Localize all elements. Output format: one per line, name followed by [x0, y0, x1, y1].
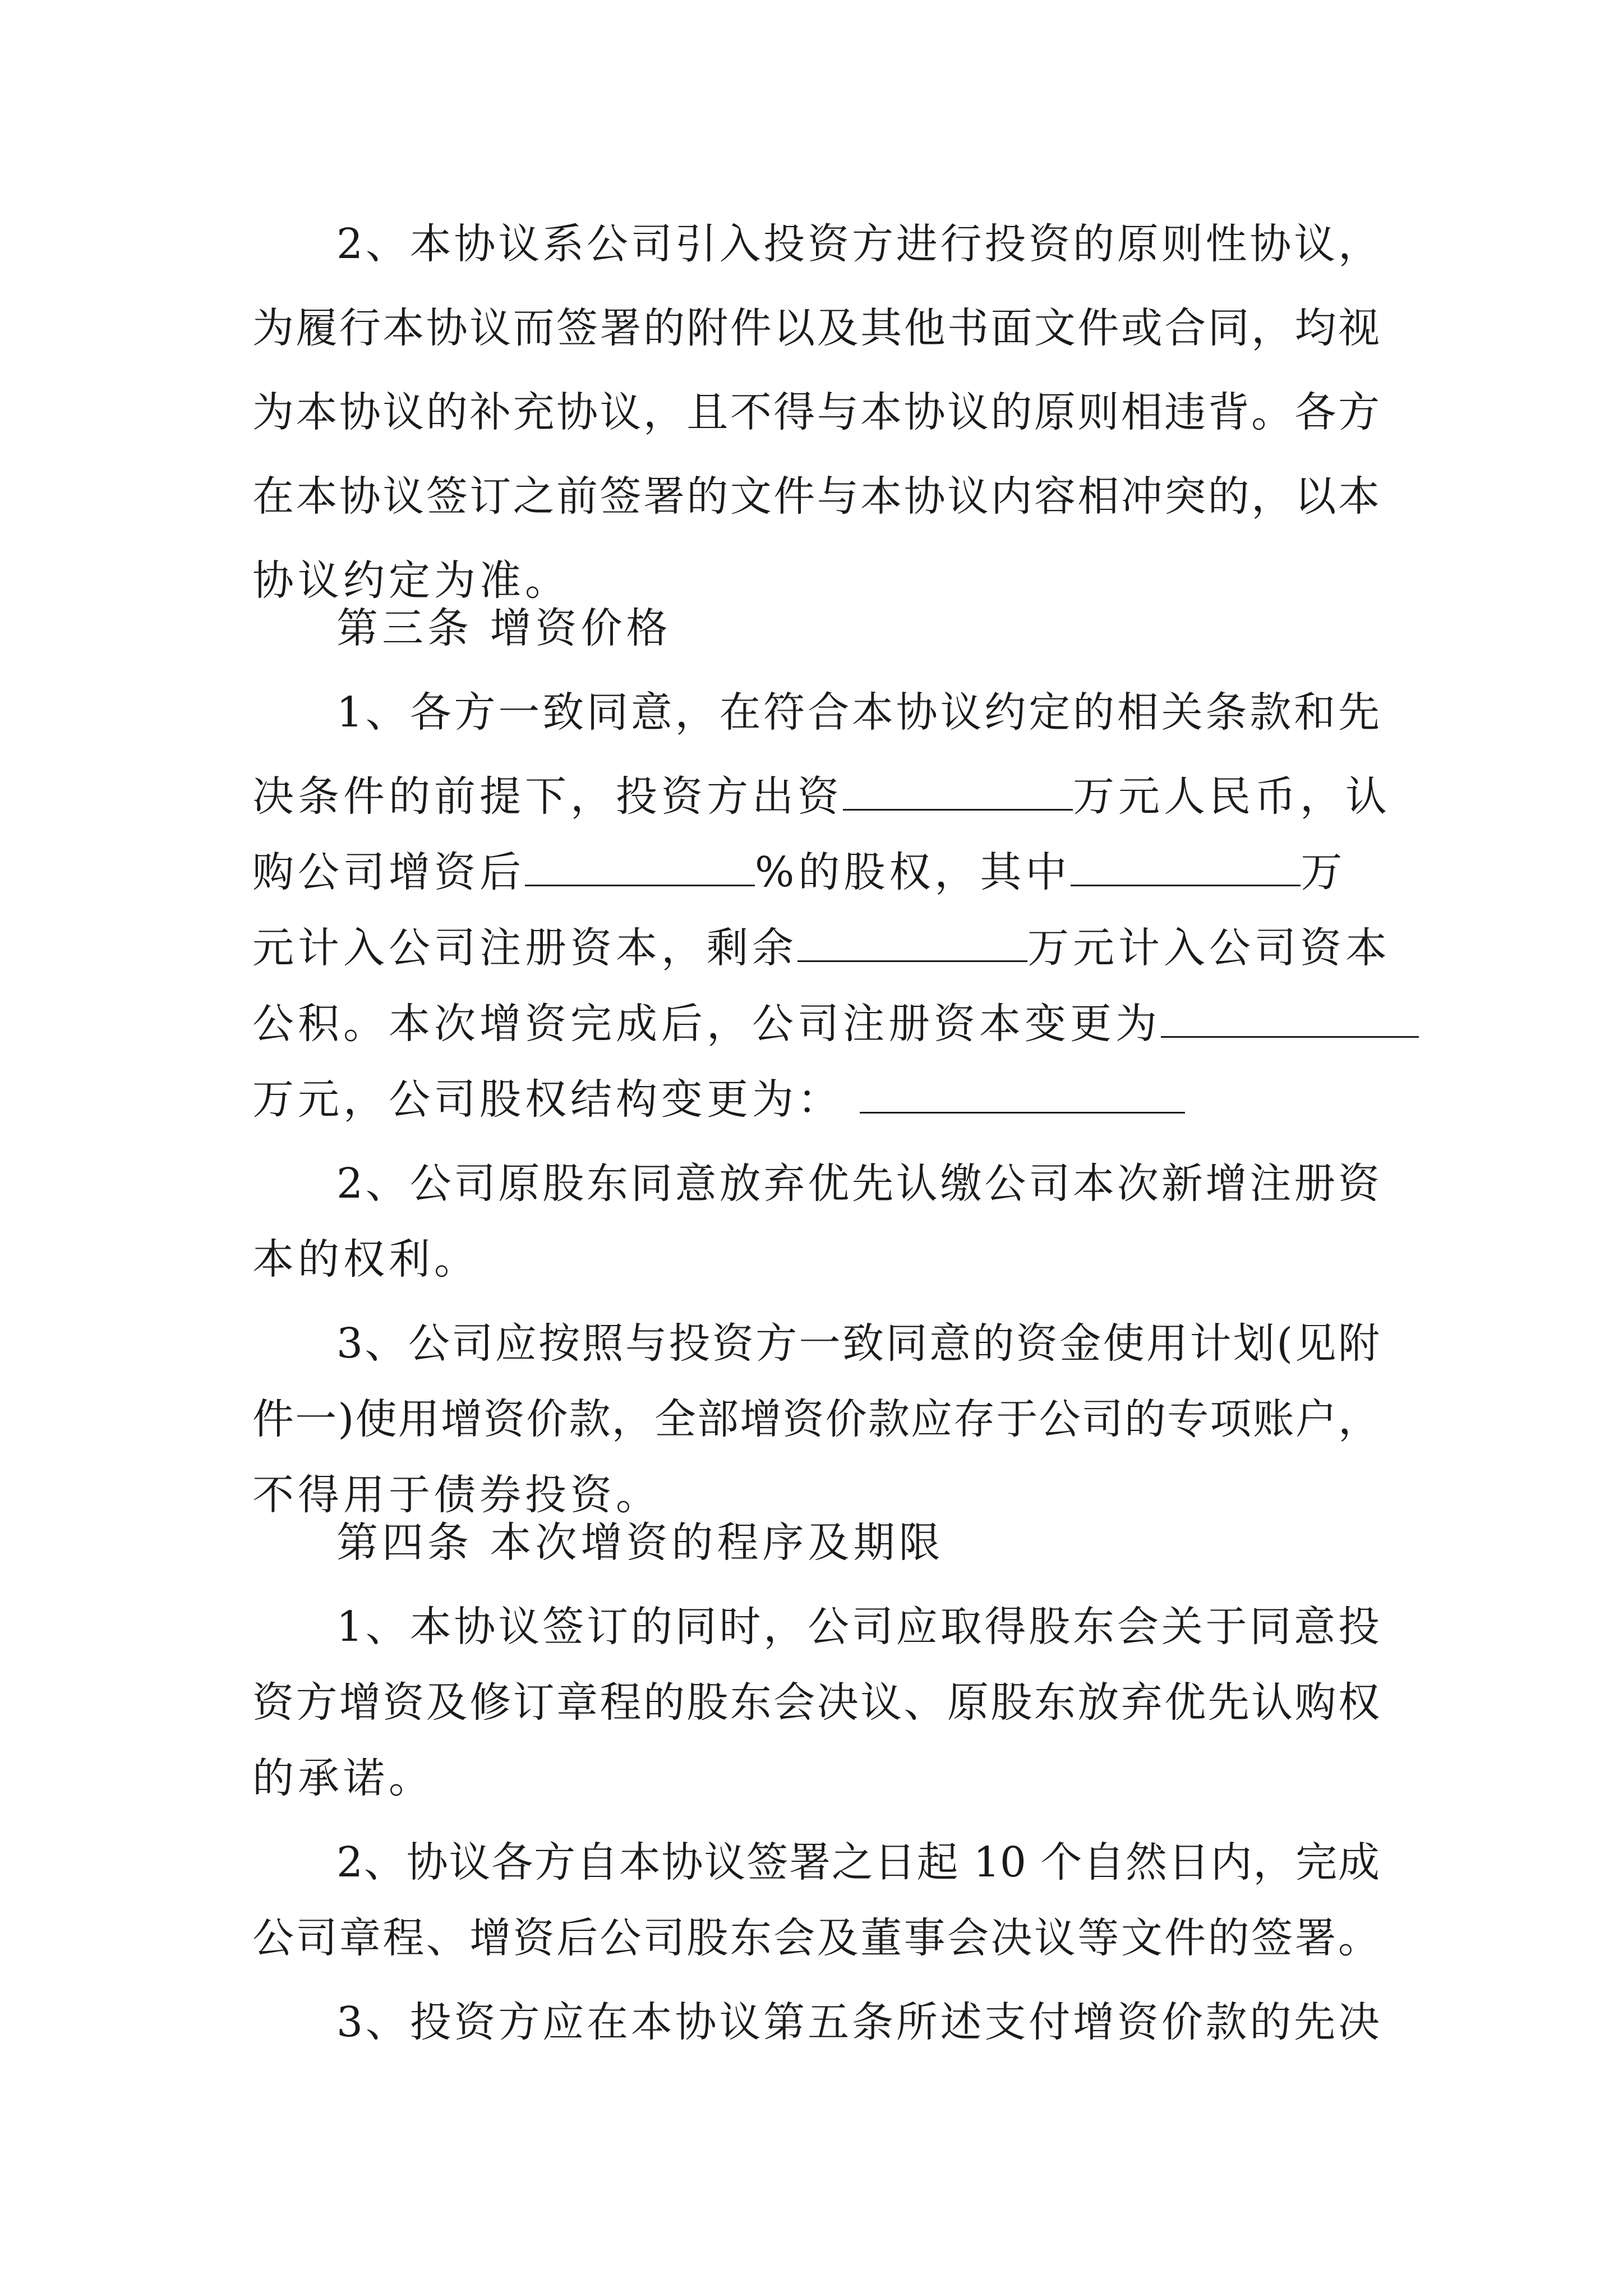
paragraph-line: 2、本协议系公司引入投资方进行投资的原则性协议， — [336, 220, 1380, 268]
text-segment: 购公司增资后 — [252, 848, 525, 896]
text-segment: 决条件的前提下，投资方出资 — [252, 772, 843, 821]
text-segment: 元计入公司注册资本，剩余 — [252, 924, 797, 972]
investment-amount-blank[interactable] — [843, 774, 1073, 811]
paragraph-line: 为履行本协议而签署的附件以及其他书面文件或合同，均视 — [252, 304, 1380, 352]
paragraph-line: 不得用于债券投资。 — [252, 1471, 661, 1519]
new-registered-capital-blank[interactable] — [1161, 1001, 1419, 1038]
paragraph-line: 在本协议签订之前签署的文件与本协议内容相冲突的，以本 — [252, 472, 1380, 521]
paragraph-line: 3、公司应按照与投资方一致同意的资金使用计划(见附 — [336, 1319, 1380, 1368]
paragraph-line — [252, 1071, 1185, 1128]
paragraph-line: 为本协议的补充协议，且不得与本协议的原则相违背。各方 — [252, 388, 1380, 436]
paragraph-line — [252, 769, 1391, 825]
text-segment: %的股权，其中 — [755, 848, 1071, 896]
paragraph-line: 2、公司原股东同意放弃优先认缴公司本次新增注册资 — [336, 1159, 1380, 1208]
paragraph-line — [252, 844, 1346, 900]
article-heading: 第三条 增资价格 — [336, 604, 672, 652]
paragraph-line: 3、投资方应在本协议第五条所述支付增资价款的先决 — [336, 1998, 1380, 2046]
text-segment: 万元，公司股权结构变更为： — [252, 1075, 843, 1124]
text-segment: 万元计入公司资本 — [1027, 924, 1391, 972]
text-segment: 万元人民币，认 — [1073, 772, 1391, 821]
paragraph-line — [252, 996, 1419, 1052]
article-heading: 第四条 本次增资的程序及期限 — [336, 1519, 944, 1567]
paragraph-line: 公司章程、增资后公司股东会及董事会决议等文件的签署。 — [252, 1914, 1380, 1962]
paragraph-line: 协议约定为准。 — [252, 556, 570, 605]
paragraph-line: 件一)使用增资价款，全部增资价款应存于公司的专项账户， — [252, 1395, 1380, 1443]
equity-percent-blank[interactable] — [525, 850, 755, 886]
equity-structure-blank[interactable] — [860, 1077, 1185, 1114]
paragraph-line: 1、各方一致同意，在符合本协议约定的相关条款和先 — [336, 688, 1380, 737]
text-segment: 公积。本次增资完成后，公司注册资本变更为 — [252, 1000, 1161, 1048]
paragraph-line: 1、本协议签订的同时，公司应取得股东会关于同意投 — [336, 1603, 1380, 1651]
paragraph-line: 的承诺。 — [252, 1754, 434, 1802]
paragraph-line — [252, 920, 1391, 976]
paragraph-line: 资方增资及修订章程的股东会决议、原股东放弃优先认购权 — [252, 1678, 1380, 1727]
capital-reserve-amount-blank[interactable] — [797, 926, 1027, 962]
registered-capital-amount-blank[interactable] — [1071, 850, 1301, 886]
paragraph-line: 本的权利。 — [252, 1235, 479, 1283]
text-segment: 万 — [1301, 848, 1347, 896]
paragraph-line: 2、协议各方自本协议签署之日起 10 个自然日内，完成 — [336, 1838, 1380, 1887]
